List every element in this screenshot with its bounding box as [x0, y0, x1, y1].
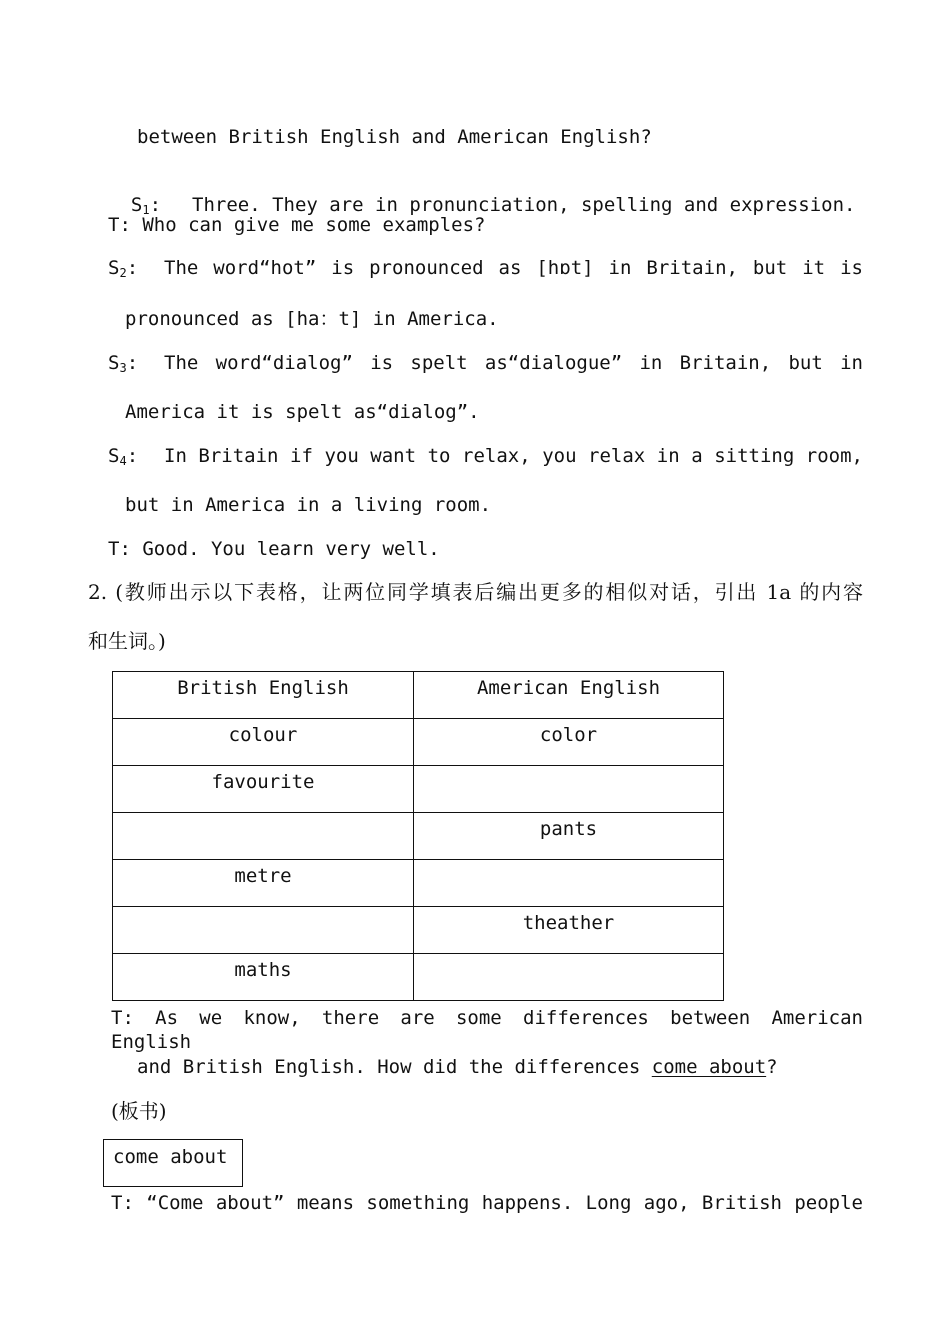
dialogue-s4-cont: but in America in a living room.	[125, 494, 492, 516]
comparison-table	[112, 671, 724, 1001]
table-row	[113, 719, 724, 766]
table-header-row	[113, 672, 724, 719]
table-header-british: British English	[113, 672, 414, 719]
dialogue-s4-text: In Britain if you want to relax, you relax in a sitting room,	[164, 445, 863, 467]
table-cell	[113, 813, 414, 860]
item2-line1: 2. (教师出示以下表格，让两位同学填表后编出更多的相似对话，引出 1a 的内容	[88, 580, 863, 604]
item2-line2: 和生词。)	[88, 629, 166, 653]
dialogue-s2-cont: pronounced as [ha：t] in America.	[125, 308, 499, 330]
table-cell	[414, 766, 724, 813]
table-cell: color	[414, 719, 724, 766]
dialogue-t2: T: Good. You learn very well.	[108, 538, 440, 560]
dialogue-s2-label: $S_2$:	[108, 257, 139, 280]
table-cell: favourite	[113, 766, 414, 813]
dialogue-s3-text: The word“dialog” is spelt as“dialogue” in Britain, but in	[164, 352, 863, 374]
table-row	[113, 954, 724, 1001]
dialogue-t3-line2	[137, 1055, 778, 1079]
text-line-l1: between British English and American English?	[137, 126, 652, 148]
t3-line2-post: ?	[766, 1056, 778, 1078]
board-box	[103, 1139, 243, 1187]
dialogue-s1-text: Three. They are in pronunciation, spelling and expression.	[192, 194, 856, 216]
underlined-phrase: come about	[651, 1056, 767, 1078]
table-cell	[414, 954, 724, 1001]
table-row	[113, 766, 724, 813]
speaker-s1: $S_1$:	[130, 194, 162, 217]
table-header-american: American English	[414, 672, 724, 719]
dialogue-s3-label: $S_3$:	[108, 352, 139, 375]
dialogue-s4-label: $S_4$:	[108, 445, 139, 468]
table-row	[113, 860, 724, 907]
dialogue-s3-cont: America it is spelt as“dialog”.	[125, 401, 480, 423]
dialogue-t4: T: “Come about” means something happens. Long ago, British people	[111, 1192, 863, 1214]
table-cell: maths	[113, 954, 414, 1001]
dialogue-t3-line1: T: As we know, there are some differences between American English	[111, 1007, 863, 1053]
table-row	[113, 907, 724, 954]
table-cell	[113, 907, 414, 954]
t3-line2-pre: and British English. How did the differences	[137, 1056, 652, 1078]
speaker-s1-sub: 1	[142, 203, 150, 217]
table-cell	[414, 860, 724, 907]
dialogue-t1: T: Who can give me some examples?	[108, 214, 486, 236]
table-cell: theather	[414, 907, 724, 954]
dialogue-s2-text: The word“hot” is pronounced as [hɒt] in Britain, but it is	[164, 257, 863, 279]
table-cell: colour	[113, 719, 414, 766]
table-cell: metre	[113, 860, 414, 907]
table-cell: pants	[414, 813, 724, 860]
board-label: (板书)	[111, 1099, 167, 1123]
table-row	[113, 813, 724, 860]
board-box-text: come about	[113, 1146, 228, 1168]
